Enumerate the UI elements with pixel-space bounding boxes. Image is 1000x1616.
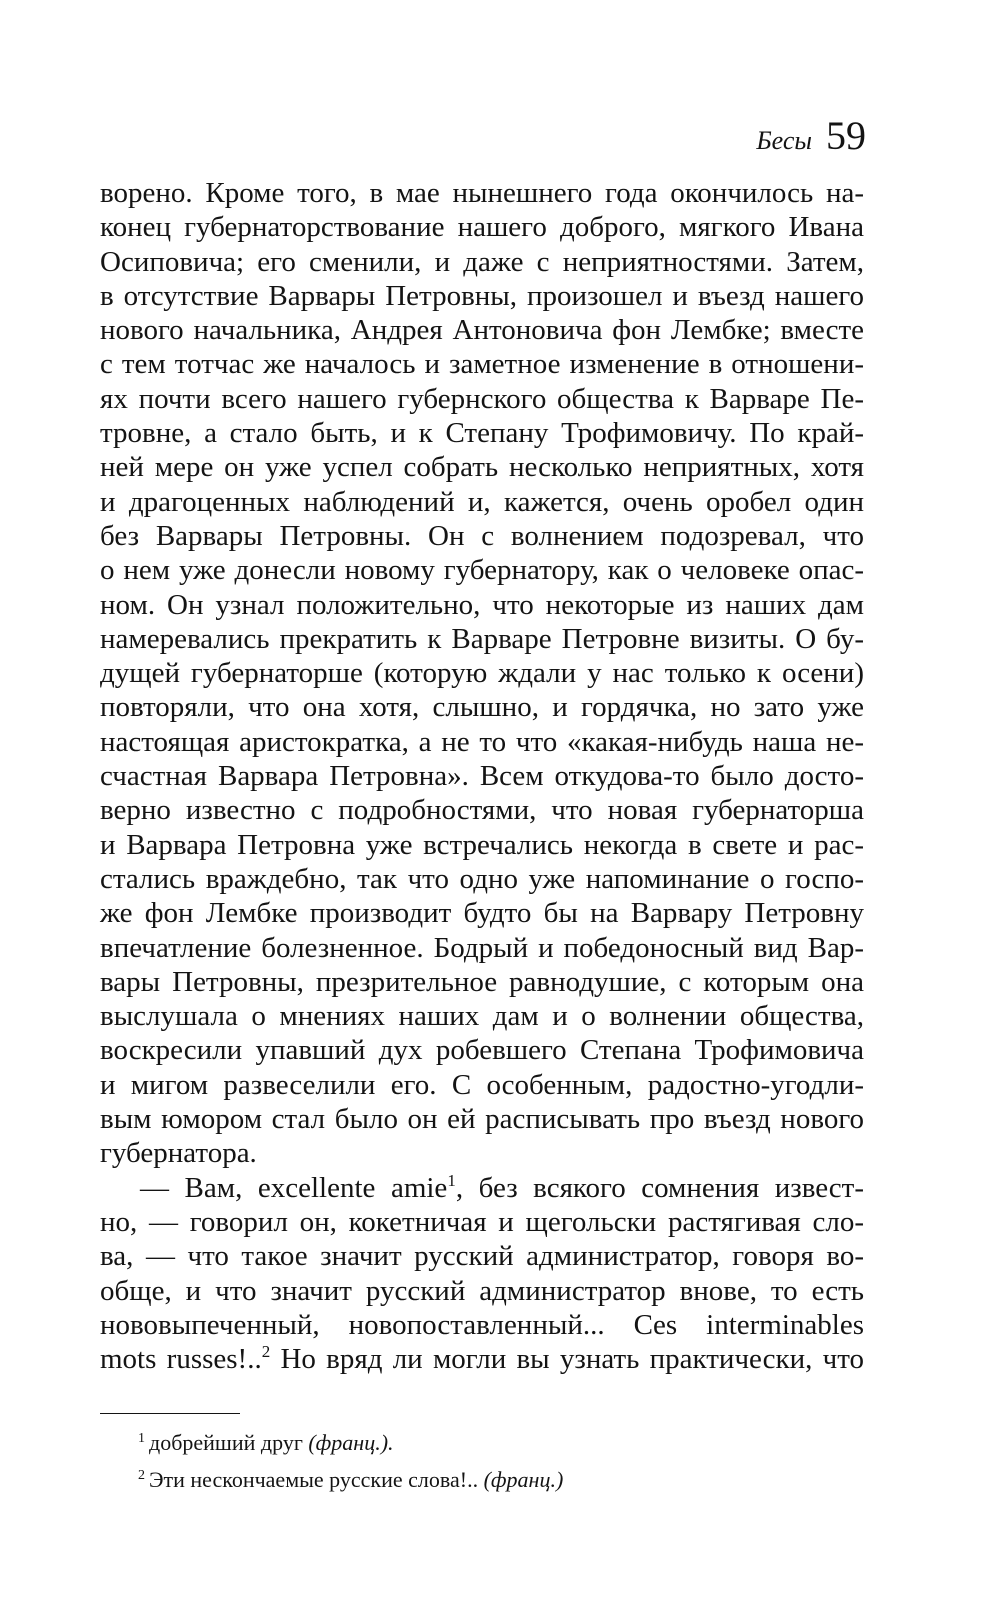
text-line: повторяли, что она хотя, слышно, и гордячка, но зато уже	[100, 691, 864, 724]
text-line: впечатление болезненное. Бодрый и победоносный вид Вар-	[100, 931, 864, 964]
text-line: и Варвара Петровна уже встречались некогда в свете и рас-	[100, 828, 864, 861]
footnote-number: 1	[138, 1431, 145, 1446]
text-line: вым юмором стал было он ей расписывать про въезд нового	[100, 1103, 864, 1136]
text-line: конец губернаторствование нашего доброго, мягкого Ивана	[100, 211, 864, 244]
text-line: нововыпеченный, новопоставленный... Ces interminables	[100, 1308, 864, 1341]
footnote-marker: 2	[261, 1342, 271, 1362]
text-line: же фон Лембке производит будто бы на Варвару Петровну	[100, 897, 864, 930]
footnotes	[138, 1426, 563, 1500]
text-line: дущей губернаторше (которую ждали у нас только к осени)	[100, 657, 864, 690]
footnote-2	[138, 1463, 563, 1500]
text-line: обще, и что значит русский администратор внове, то есть	[100, 1274, 864, 1307]
text-line: настоящая аристократка, а не то что «какая-нибудь наша не-	[100, 725, 864, 758]
text-line: ях почти всего нашего губернского общества к Варваре Пе-	[100, 382, 864, 415]
text-line: без Варвары Петровны. Он с волнением подозревал, что	[100, 519, 864, 552]
footnote-language-note: (франц.).	[308, 1430, 394, 1455]
text-line: и драгоценных наблюдений и, кажется, очень оробел один	[100, 485, 864, 518]
final-line-text: mots russes!..	[100, 1343, 262, 1376]
running-header	[756, 112, 866, 159]
dialogue-first-line	[100, 1171, 864, 1205]
text-line: выслушала о мнениях наших дам и о волнении общества,	[100, 1000, 864, 1033]
text-line: ворено. Кроме того, в мае нынешнего года окончилось на-	[100, 177, 864, 209]
footnote-number: 2	[138, 1468, 145, 1483]
running-title: Бесы	[756, 126, 812, 155]
text-line: о нем уже донесли новому губернатору, как о человеке опас-	[100, 554, 864, 587]
body-text	[100, 176, 864, 1376]
text-line: тровне, а стало быть, и к Степану Трофимовичу. По край-	[100, 417, 864, 450]
text-line: счастная Варвара Петровна». Всем откудова-то было досто-	[100, 760, 864, 793]
footnote-marker: 1	[447, 1170, 456, 1190]
text-line: верно известно с подробностями, что новая губернаторша	[100, 794, 864, 827]
footnote-1	[138, 1426, 563, 1463]
dialogue-text: , без всякого сомнения извест-	[455, 1171, 865, 1204]
text-line: и мигом развеселили его. С особенным, радостно-угодли-	[100, 1068, 864, 1101]
text-line: ва, — что такое значит русский администратор, говоря во-	[100, 1240, 864, 1273]
text-line: в отсутствие Варвары Петровны, произошел и въезд нашего	[100, 279, 864, 312]
text-line: ном. Он узнал положительно, что некоторые из наших дам	[100, 588, 864, 621]
footnote-language-note: (франц.)	[483, 1467, 564, 1492]
final-line-text: Но вряд ли могли вы узнать практически, что	[270, 1343, 864, 1376]
text-line: но, — говорил он, кокетничая и щегольски растягивая сло-	[100, 1205, 864, 1238]
paragraph-end-line: губернатора.	[100, 1137, 257, 1170]
dialogue-text: — Вам, excellente amie	[140, 1171, 448, 1204]
text-line: ней мере он уже успел собрать несколько неприятных, хотя	[100, 451, 864, 484]
text-line: намеревались прекратить к Варваре Петровне визиты. О бу-	[100, 622, 864, 655]
text-line: Осиповича; его сменили, и даже с неприятностями. Затем,	[100, 245, 864, 278]
footnote-text: добрейший друг	[149, 1430, 309, 1455]
text-line: воскресили упавший дух робевшего Степана Трофимовича	[100, 1034, 864, 1067]
footnote-text: Эти нескончаемые русские слова!..	[149, 1467, 484, 1492]
text-line: вары Петровны, презрительное равнодушие, с которым она	[100, 965, 864, 998]
footnote-divider	[100, 1413, 240, 1414]
text-line: стались враждебно, так что одно уже напоминание о госпо-	[100, 862, 864, 895]
text-line: с тем тотчас же началось и заметное изменение в отношени-	[100, 348, 864, 381]
text-line: нового начальника, Андрея Антоновича фон Лембке; вместе	[100, 314, 864, 347]
page-number: 59	[826, 113, 866, 158]
final-line	[100, 1342, 864, 1376]
